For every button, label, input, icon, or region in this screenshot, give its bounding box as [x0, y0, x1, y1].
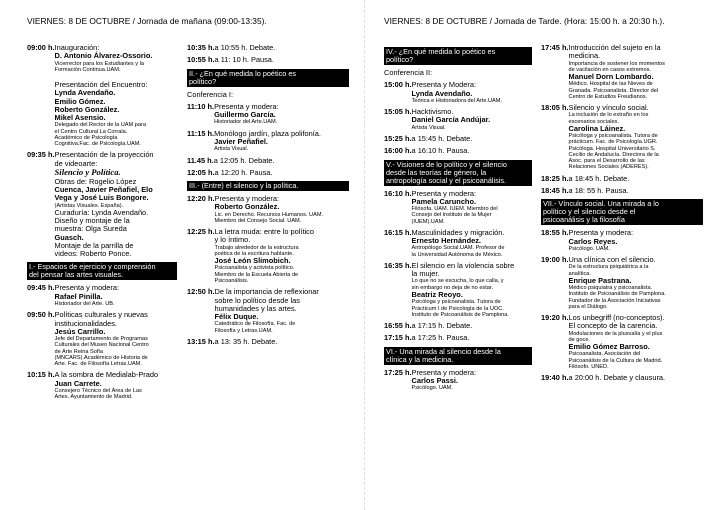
program-text: sobre lo político desde las — [214, 295, 300, 305]
speaker-name: Enrique Pastrana. — [568, 275, 632, 285]
fold-line — [364, 0, 365, 510]
speaker-affiliation: Delegado del Rector de la UAM para — [54, 122, 146, 129]
speaker-affiliation: Psicoanalista y activista político. — [214, 265, 295, 272]
section-heading-line: III.- (Entre) el silencio y la política. — [189, 181, 299, 191]
time-label: 18:45 h. — [541, 185, 569, 195]
speaker-affiliation: Filósofo. UNED. — [568, 363, 609, 370]
speaker-affiliation: Académico de Psicología — [54, 134, 118, 141]
work-title: Silencio y Política. — [54, 167, 121, 178]
time-label: 17:15 h. — [384, 333, 412, 343]
speaker-name: Lynda Avendaño. — [411, 88, 473, 98]
program-text: De la importancia de reflexionar — [214, 287, 319, 297]
time-label: 16:10 h. — [384, 188, 412, 198]
speaker-affiliation: De la estructura psiquiátrica a la — [568, 264, 649, 271]
entry-body — [55, 311, 177, 367]
speaker-affiliation: Granada. Psicoanalista. Director del — [568, 87, 659, 94]
program-text: Diseño y montaje de la — [54, 216, 130, 226]
header-right: VIERNES: 8 DE OCTUBRE / Jornada de Tarde. (Hora: 15:00 h. a 20:30 h.). — [384, 16, 665, 26]
time-label: 16:55 h. — [384, 321, 412, 331]
section-heading-line: I.- Espacios de ejercicio y comprensión — [29, 262, 156, 272]
time-label: 19:40 h. — [541, 373, 569, 383]
speaker-affiliation: Relaciones Sociales (ADERES). — [568, 164, 649, 171]
speaker-name: Carlos Reyes. — [568, 236, 618, 246]
program-text: a 10:55 h. Debate. — [214, 43, 276, 52]
section-heading-line: antropología social y el psicoanálisis. — [386, 175, 507, 185]
speaker-affiliation: Teórica e Historiadora del Arte.UAM. — [411, 97, 502, 104]
section-heading — [187, 69, 349, 87]
speaker-affiliation: Psicólogo. UAM. — [568, 245, 610, 252]
speaker-affiliation: para el Diálogo. — [568, 303, 608, 310]
speaker-name: Pamela Caruncho. — [411, 196, 477, 206]
speaker-name: Javier Peñafiel. — [214, 136, 268, 146]
speaker-name: Guillermo García. — [214, 110, 276, 120]
speaker-affiliation: Artista Visual. — [214, 146, 249, 153]
section-heading-line: político? — [189, 76, 217, 86]
entry-body — [55, 151, 177, 258]
program-text: Curaduría: Lynda Avendaño. — [54, 207, 149, 217]
program-text: A la sombra de Medialab-Prado — [54, 370, 159, 380]
section-heading-line: VI.- Una mirada al silencio desde la — [386, 346, 501, 356]
speaker-affiliation: Artes. Ayuntamiento de Madrid. — [54, 394, 133, 401]
schedule-entry — [187, 228, 349, 284]
entry-body — [412, 135, 532, 143]
program-text: Masculinidades y migración. — [411, 227, 505, 237]
section-heading-line: político y el silencio desde el — [543, 207, 636, 217]
schedule-entry — [187, 56, 349, 64]
program-text: Presentación de la proyección — [54, 150, 154, 160]
entry-body — [215, 44, 349, 52]
program-text: Presenta y modera: — [214, 194, 280, 204]
time-label: 09:35 h. — [27, 150, 55, 160]
program-text: Presenta y modera: — [214, 101, 279, 111]
speaker-affiliation: Culturales del Museo Nacional Centro — [54, 342, 149, 349]
speaker-name: José León Slimobich. — [214, 256, 291, 266]
time-label: 16:15 h. — [384, 227, 412, 237]
schedule-entry — [384, 229, 532, 258]
speaker-affiliation: Psicóloga y psicoanalista. Tutora de — [411, 299, 501, 306]
schedule-entry — [27, 44, 177, 147]
program-text: muestra: Olga Sureda — [54, 224, 127, 234]
speaker-affiliation: Psicoanalista. Asociación del — [568, 351, 641, 358]
time-label: 15:00 h. — [384, 80, 412, 90]
speaker-affiliation: Consejero Técnico del Área de Las — [54, 387, 142, 394]
program-text: a 17:15 h. Debate. — [411, 321, 473, 331]
header-left: VIERNES: 8 DE OCTUBRE / Jornada de mañana (09:00-13:35). — [27, 16, 267, 26]
speaker-name: Manuel Dorn Lombardo. — [568, 72, 654, 82]
time-label: 11:15 h. — [187, 128, 215, 138]
speaker-affiliation: Artista Visual. — [411, 124, 446, 131]
speaker-name: Mikel Asensio. — [54, 113, 106, 123]
schedule-entry — [384, 190, 532, 225]
speaker-affiliation: Filósofa. UAM. IUEM. Miembro del — [411, 206, 498, 213]
entry-body — [569, 314, 703, 370]
speaker-affiliation: Filosofía y Letras.UAM. — [214, 327, 273, 334]
speaker-affiliation: Psicoanálisis. — [214, 277, 249, 284]
speaker-affiliation: Fundador de la Asociación Iniciativas — [568, 297, 661, 304]
speaker-name: Emilio Gómez Barroso. — [568, 342, 650, 352]
program-text: Obras de: Rogelio López — [54, 176, 137, 186]
entry-body — [215, 338, 349, 346]
entry-body — [215, 288, 349, 334]
schedule-entry — [384, 322, 532, 330]
speaker-affiliation: Vicerrector para los Estudiantes y la — [54, 60, 144, 67]
time-label: 09:00 h. — [27, 43, 55, 52]
schedule-entry — [384, 147, 532, 155]
time-label: 12:50 h. — [187, 287, 215, 297]
program-text: a 12:05 h. Debate. — [213, 155, 275, 165]
speaker-affiliation: Psicóloga. Hospital Universitario S. — [568, 145, 656, 152]
speaker-name: Cuenca, Javier Peñafiel, Elo — [54, 184, 153, 194]
speaker-affiliation: la Universidad Autónoma de México. — [411, 251, 503, 258]
speaker-affiliation: poética de la escritura hablante. — [214, 250, 294, 257]
section-heading-line: IV.- ¿En qué medida lo poético es — [386, 47, 496, 56]
speaker-name: D. Antonio Álvarez-Ossorio. — [54, 51, 153, 61]
section-heading-line: político? — [386, 55, 414, 65]
speaker-affiliation: Instituto de Psicoanálisis de Pamplona. — [411, 311, 509, 318]
schedule-entry — [384, 334, 532, 342]
schedule-entry — [187, 103, 349, 126]
entry-body — [55, 371, 177, 400]
speaker-affiliation: de goce. — [568, 336, 590, 343]
time-label: 12:20 h. — [187, 194, 215, 204]
entry-body — [215, 169, 349, 177]
program-text: de videoarte: — [54, 158, 98, 168]
speaker-name: Guasch. — [54, 232, 84, 242]
entry-body — [55, 284, 177, 307]
entry-body — [569, 175, 703, 183]
speaker-affiliation: Prácticum I de Psicología de la UOC. — [411, 305, 504, 312]
entry-body — [569, 104, 703, 171]
program-text: humanidades y las artes. — [214, 303, 297, 313]
section-heading-line: desde las teorías de género, la — [386, 167, 487, 177]
schedule-entry — [187, 288, 349, 334]
schedule-entry — [27, 311, 177, 367]
schedule-entry — [384, 135, 532, 143]
entry-body — [569, 229, 703, 252]
program-text: Presenta y modera: — [411, 188, 477, 198]
program-text: Presenta y modera: — [568, 228, 634, 238]
speaker-name: Carlos Passi. — [411, 375, 458, 385]
schedule-entry — [541, 374, 703, 382]
column-1 — [27, 44, 177, 404]
program-text: Presenta y modera: — [54, 283, 120, 293]
program-text: a 18: 55 h. Pausa. — [568, 185, 629, 195]
schedule-entry — [384, 81, 532, 104]
section-heading-line: clínica y la medicina. — [386, 354, 454, 364]
speaker-name: Vega y José Luis Bongore. — [54, 193, 149, 203]
schedule-entry — [187, 157, 349, 165]
speaker-affiliation: el Centro Cultural La Corrala. — [54, 128, 128, 135]
program-text: la mujer. — [411, 269, 440, 279]
entry-body — [412, 322, 532, 330]
program-text: Inauguración: — [54, 43, 100, 52]
entry-body — [412, 369, 532, 392]
entry-body — [412, 108, 532, 131]
speaker-name: Jesús Carrillo. — [54, 326, 106, 336]
speaker-affiliation: Centro de Estudios Freudianos. — [568, 93, 648, 100]
time-label: 10:35 h. — [187, 43, 215, 52]
entry-body — [55, 44, 177, 147]
entry-body — [214, 130, 349, 153]
speaker-affiliation: Catedrático de Filosofía. Fac. de — [214, 321, 296, 328]
program-text: a 18:45 h. Debate. — [568, 173, 630, 183]
column-2 — [187, 44, 349, 350]
program-text: Introducción del sujeto en la — [568, 43, 661, 52]
schedule-entry — [187, 44, 349, 52]
time-label: 19:00 h. — [541, 255, 569, 265]
program-text: Silencio y vínculo social. — [568, 103, 649, 113]
section-heading — [384, 47, 532, 65]
section-heading — [384, 160, 532, 186]
time-label: 18:05 h. — [541, 103, 569, 113]
time-label: 12:25 h. — [187, 227, 215, 237]
program-text: El silencio en la violencia sobre — [411, 260, 515, 270]
program-text: a 17:25 h. Pausa. — [411, 333, 470, 343]
speaker-affiliation: Jefe del Departamento de Programas — [54, 336, 148, 343]
time-label: 19:20 h. — [541, 313, 569, 323]
program-text: Una clínica con el silencio. — [568, 255, 656, 265]
time-label: 15:25 h. — [384, 133, 412, 143]
schedule-entry — [541, 314, 703, 370]
program-text: a 12:20 h. Pausa. — [214, 167, 273, 177]
speaker-affiliation: Miembro de la Escuela Abierta de — [214, 271, 299, 278]
speaker-affiliation: analítica. — [568, 270, 591, 277]
speaker-affiliation: (Artistas Visuales. España). — [54, 202, 124, 209]
entry-body — [569, 374, 703, 382]
speaker-affiliation: Psicóloga y psicoanalista. Tutora de — [568, 133, 658, 140]
speaker-affiliation: Formación Continua.UAM. — [54, 66, 121, 73]
entry-body — [412, 81, 532, 104]
speaker-affiliation: sin embargo no deja de no estar. — [411, 284, 494, 291]
time-label: 15:05 h. — [384, 107, 412, 117]
speaker-affiliation: Modulaciones de la plusvalía y el plus — [568, 330, 663, 337]
speaker-name: Roberto González. — [214, 202, 280, 212]
speaker-affiliation: de vacilación en casos extremos. — [568, 66, 651, 73]
time-label: 16:35 h. — [384, 260, 412, 270]
speaker-affiliation: (IUEM).UAM. — [411, 218, 445, 225]
entry-body — [215, 228, 349, 284]
program-text: Montaje de la parrilla de — [54, 240, 134, 250]
speaker-name: Juan Carrete. — [54, 378, 102, 388]
program-text: Presenta y Modera: — [411, 80, 477, 90]
time-label: 09:50 h. — [27, 310, 55, 320]
section-heading-line: del pensar las artes visuales. — [29, 270, 124, 280]
speaker-affiliation: (MNCARS).Académico de Historia de — [54, 354, 148, 361]
speaker-affiliation: La inclusión de lo extraño en los — [568, 112, 649, 119]
program-text: Presentación del Encuentro: — [54, 80, 148, 90]
section-heading-line: VII.- Vínculo social. Una mirada a lo — [543, 199, 659, 209]
time-label: 17:25 h. — [384, 367, 412, 377]
entry-body — [412, 334, 532, 342]
time-label: 11:10 h. — [187, 101, 215, 111]
time-label: 10:15 h. — [27, 370, 55, 380]
speaker-name: Roberto González. — [54, 104, 120, 114]
speaker-affiliation: Lic. en Derecho. Recursos Humanos. UAM. — [214, 211, 324, 218]
program-text: a 11: 10 h. Pausa. — [214, 55, 274, 65]
speaker-affiliation: Historiador del Arte. UB. — [54, 301, 115, 308]
schedule-entry — [541, 175, 703, 183]
schedule-entry — [27, 371, 177, 400]
section-heading — [384, 347, 532, 365]
speaker-name: Ernesto Hernández. — [411, 236, 481, 246]
program-text: La letra muda: entre lo político — [214, 227, 314, 237]
program-text: Los unbegriff (no-conceptos). — [568, 313, 665, 323]
speaker-name: Beatriz Reoyo. — [411, 289, 463, 299]
entry-body — [569, 187, 703, 195]
time-label: 18:25 h. — [541, 173, 569, 183]
speaker-affiliation: Psicoanálisis de la Cultura de Madrid. — [568, 357, 663, 364]
speaker-affiliation: Cognitiva.Fac. de Psicología.UAM. — [54, 141, 141, 148]
speaker-affiliation: Importancia de sostener los momentos — [568, 60, 665, 67]
speaker-affiliation: Psicólogo. UAM. — [411, 385, 453, 392]
program-text: Monólogo jardín, plaza polifonía. — [214, 128, 321, 138]
speaker-name: Emilio Gómez. — [54, 96, 106, 106]
speaker-name: Félix Duque. — [214, 312, 259, 322]
speaker-name: Daniel García Andújar. — [411, 115, 491, 125]
schedule-entry — [541, 44, 703, 100]
speaker-affiliation: Historiador del Arte.UAM. — [214, 119, 278, 126]
section-heading — [187, 181, 349, 191]
schedule-entry — [187, 130, 349, 153]
program-text: a 20:00 h. Debate y clausura. — [568, 373, 666, 383]
section-heading — [27, 262, 177, 280]
speaker-affiliation: Miembro del Consejo Social. UAM. — [214, 217, 302, 224]
time-label: 12:05 h. — [187, 167, 215, 177]
speaker-name: Rafael Pinilla. — [54, 291, 103, 301]
schedule-entry — [27, 151, 177, 258]
speaker-affiliation: prácticum. Fac. de Psicología.UGR. — [568, 139, 658, 146]
speaker-name: Carolina Láinez. — [568, 123, 626, 133]
time-label: 09:45 h. — [27, 283, 55, 293]
program-text: institucionalidades. — [54, 318, 117, 328]
program-text: videos: Roberto Ponce. — [54, 249, 132, 259]
speaker-name: Lynda Avendaño. — [54, 88, 116, 98]
entry-body — [569, 256, 703, 310]
schedule-entry — [27, 284, 177, 307]
entry-body — [412, 147, 532, 155]
time-label: 18:55 h. — [541, 228, 569, 238]
entry-body — [214, 103, 349, 126]
schedule-entry — [541, 229, 703, 252]
schedule-entry — [187, 169, 349, 177]
speaker-affiliation: Arte. Fac. de Filosofía Letras.UAM. — [54, 361, 142, 368]
section-heading-line: psicoanálisis y la filosofía — [543, 215, 625, 225]
entry-body — [412, 229, 532, 258]
time-label: 17:45 h. — [541, 43, 569, 52]
schedule-entry — [187, 338, 349, 346]
speaker-affiliation: Médico. Hospital de las Nieves de — [568, 81, 653, 88]
schedule-entry — [384, 108, 532, 131]
program-text: a 16:10 h. Pausa. — [411, 146, 470, 156]
schedule-entry — [541, 187, 703, 195]
time-label: 13:15 h. — [187, 336, 215, 346]
section-heading-line: V.- Visiones de lo político y el silencio — [386, 159, 507, 169]
speaker-affiliation: Consejo del Instituto de la Mujer — [411, 212, 492, 219]
schedule-entry — [541, 256, 703, 310]
program-text: y lo íntimo. — [214, 235, 251, 245]
program-text: El concepto de la carencia. — [568, 321, 658, 331]
speaker-affiliation: Antropólogo Social.UAM. Profesor de — [411, 245, 505, 252]
subheading: Conferencia I: — [187, 89, 234, 99]
subheading: Conferencia II: — [384, 68, 433, 78]
speaker-affiliation: Médico psiquiatra y psicoanalista. — [568, 285, 653, 292]
schedule-entry — [384, 262, 532, 318]
program-text: a 15:45 h. Debate. — [411, 133, 473, 143]
entry-body — [412, 262, 532, 318]
speaker-affiliation: Cecilio de Andalucía. Directora de la — [568, 151, 659, 158]
speaker-affiliation: Instituto de Psicoanálisis de Pamplona. — [568, 291, 666, 298]
speaker-affiliation: Asoc. para el Desarrollo de las — [568, 158, 645, 165]
schedule-entry — [384, 369, 532, 392]
entry-body — [412, 190, 532, 225]
entry-body — [215, 56, 349, 64]
speaker-affiliation: Trabajo alrededor de la estructura — [214, 244, 299, 251]
column-4 — [541, 44, 703, 387]
time-label: 10:55 h. — [187, 55, 215, 65]
schedule-entry — [187, 195, 349, 224]
program-text: Hacktivismo. — [411, 107, 454, 117]
program-text: a 13: 35 h. Debate. — [214, 336, 278, 346]
speaker-affiliation: de Arte Reina Sofía — [54, 348, 104, 355]
column-3 — [384, 44, 532, 395]
speaker-affiliation: escenarios sociales. — [568, 118, 619, 125]
entry-body — [569, 44, 703, 100]
speaker-affiliation: Lo que no se escucha, lo que calla, y — [411, 278, 504, 285]
section-heading — [541, 199, 703, 225]
time-label: 16:00 h. — [384, 146, 412, 156]
entry-body — [215, 195, 349, 224]
program-text: medicina. — [568, 51, 601, 61]
entry-body — [214, 157, 349, 165]
program-text: Políticas culturales y nuevas — [54, 310, 148, 320]
section-heading-line: II.- ¿En qué medida lo poético es — [189, 68, 297, 78]
time-label: 11.45 h. — [187, 155, 214, 165]
program-text: Presenta y modera: — [411, 367, 477, 377]
schedule-entry — [541, 104, 703, 171]
